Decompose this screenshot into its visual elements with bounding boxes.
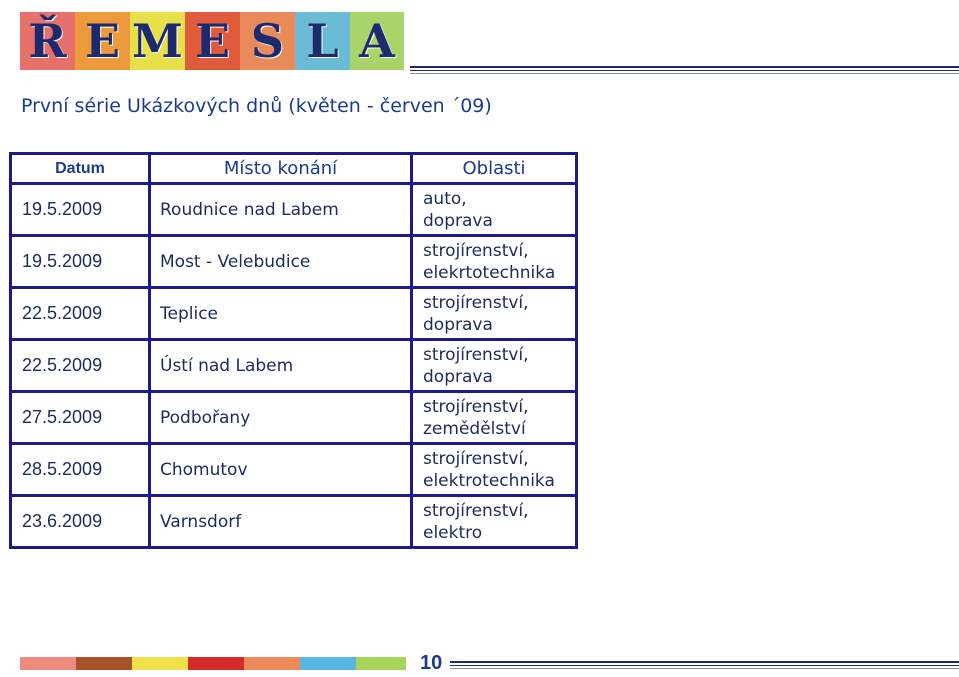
- area-line-2: zemědělství: [423, 418, 526, 439]
- area-line-1: strojírenství,: [423, 240, 529, 261]
- row-place: Varnsdorf: [150, 496, 412, 548]
- logo-letter-e: E: [75, 12, 130, 70]
- logo-letter-r: Ř: [20, 12, 75, 70]
- table-row: [11, 236, 577, 288]
- area-line-1: auto,: [423, 188, 467, 209]
- area-line-1: strojírenství,: [423, 448, 529, 469]
- logo-letter-l: L: [295, 12, 350, 70]
- row-date: 22.5.2009: [11, 340, 150, 392]
- footer-color-bar: [188, 657, 244, 670]
- header-rule-light: [410, 73, 959, 74]
- row-area: [412, 184, 577, 236]
- row-place: Roudnice nad Labem: [150, 184, 412, 236]
- footer-color-bar: [20, 657, 76, 670]
- page-title: První série Ukázkových dnů (květen - červen ´09): [21, 95, 492, 117]
- table-row: [11, 340, 577, 392]
- area-line-1: strojírenství,: [423, 292, 529, 313]
- area-line-2: elektrotechnika: [423, 470, 555, 491]
- page-number: 10: [420, 652, 443, 674]
- footer-rule-light: [450, 668, 959, 669]
- area-line-1: strojírenství,: [423, 500, 529, 521]
- row-area: [412, 392, 577, 444]
- area-line-2: doprava: [423, 314, 493, 335]
- logo-letter-e2: E: [185, 12, 240, 70]
- table-row: [11, 496, 577, 548]
- row-place: Most - Velebudice: [150, 236, 412, 288]
- remesla-logo: [20, 8, 404, 70]
- footer-color-bar: [244, 657, 300, 670]
- header-datum: Datum: [11, 154, 150, 184]
- logo-letter-m: M: [130, 12, 185, 70]
- area-line-2: doprava: [423, 366, 493, 387]
- area-line-2: elektro: [423, 522, 483, 543]
- header-oblasti: Oblasti: [412, 154, 577, 184]
- row-area: [412, 496, 577, 548]
- area-line-2: doprava: [423, 210, 493, 231]
- table-row: [11, 288, 577, 340]
- schedule-table: [9, 152, 578, 549]
- row-date: 19.5.2009: [11, 184, 150, 236]
- footer-rule-thin: [450, 665, 959, 666]
- footer-color-bar: [356, 657, 406, 670]
- footer-color-bar: [76, 657, 132, 670]
- logo-letter-s: S: [240, 12, 295, 70]
- area-line-1: strojírenství,: [423, 396, 529, 417]
- header-rule: [410, 66, 959, 68]
- table-row: [11, 392, 577, 444]
- row-date: 19.5.2009: [11, 236, 150, 288]
- table-row: [11, 184, 577, 236]
- header-rule-thin: [410, 70, 959, 71]
- footer-rule: [450, 661, 959, 663]
- table-header-row: [11, 154, 577, 184]
- row-date: 28.5.2009: [11, 444, 150, 496]
- row-area: [412, 340, 577, 392]
- row-date: 22.5.2009: [11, 288, 150, 340]
- table-row: [11, 444, 577, 496]
- row-area: [412, 288, 577, 340]
- header-misto: Místo konání: [150, 154, 412, 184]
- row-area: [412, 236, 577, 288]
- area-line-2: elekrtotechnika: [423, 262, 556, 283]
- row-place: Ústí nad Labem: [150, 340, 412, 392]
- row-place: Teplice: [150, 288, 412, 340]
- area-line-1: strojírenství,: [423, 344, 529, 365]
- footer-color-bar: [300, 657, 356, 670]
- footer-color-bar: [132, 657, 188, 670]
- row-date: 23.6.2009: [11, 496, 150, 548]
- row-place: Chomutov: [150, 444, 412, 496]
- row-date: 27.5.2009: [11, 392, 150, 444]
- row-area: [412, 444, 577, 496]
- row-place: Podbořany: [150, 392, 412, 444]
- logo-letter-a: A: [350, 12, 404, 70]
